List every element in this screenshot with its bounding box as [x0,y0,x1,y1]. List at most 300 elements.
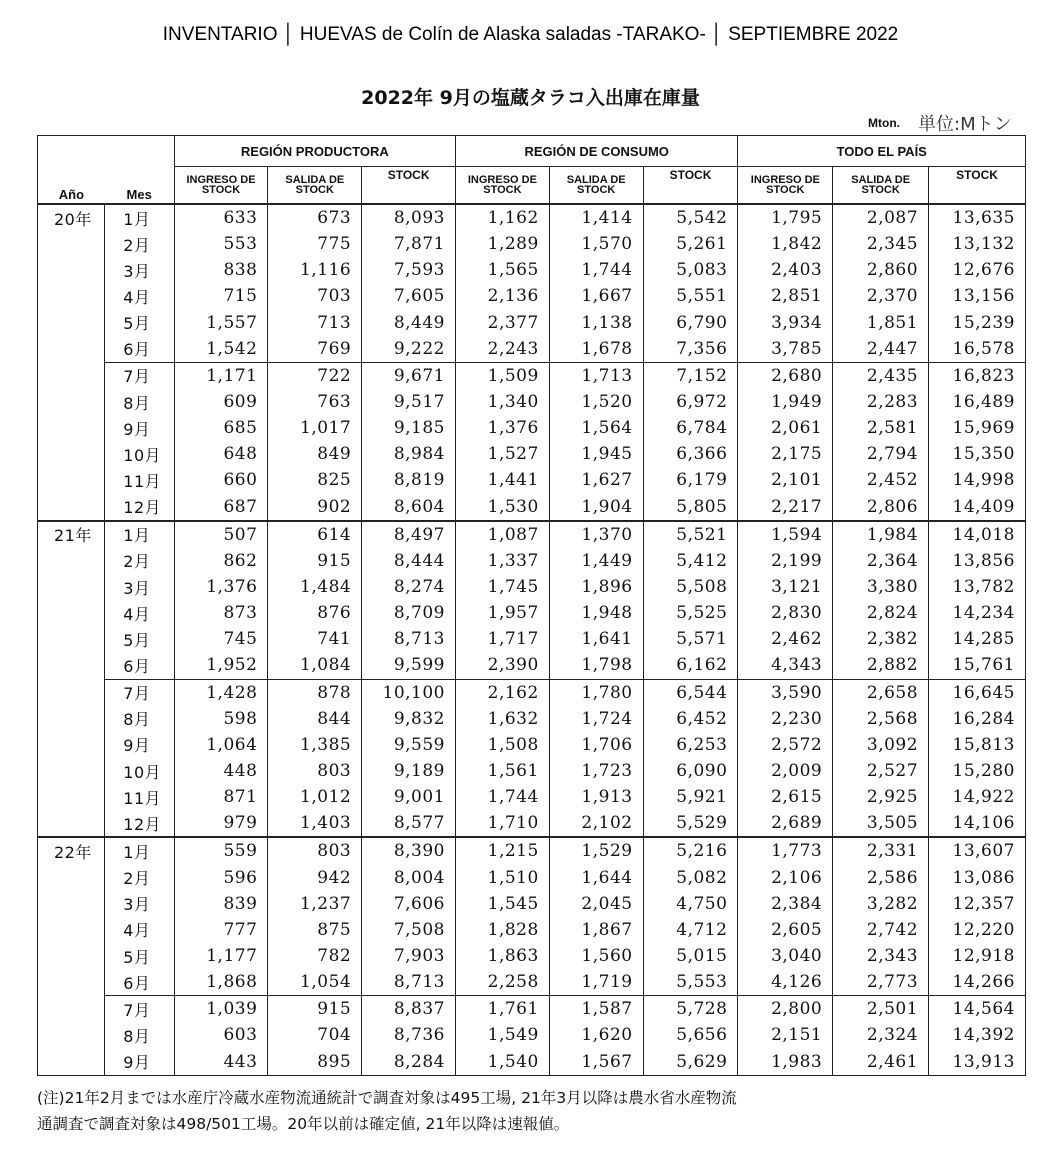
value-cell: 2,572 [738,732,833,758]
value-cell: 803 [268,837,362,864]
year-cell [38,231,105,257]
value-cell: 1,385 [268,732,362,758]
value-cell: 1,039 [174,996,268,1023]
table-row [38,969,1026,996]
table-row [38,865,1026,891]
value-cell: 5,525 [643,600,738,626]
value-cell: 1,177 [174,943,268,969]
table-row [38,467,1026,493]
value-cell: 715 [174,283,268,309]
col-header-stock: STOCK [643,167,738,205]
value-cell: 6,544 [643,679,738,706]
value-cell: 1,713 [549,362,643,389]
value-cell: 13,132 [929,231,1026,257]
value-cell: 14,922 [929,784,1026,810]
year-cell [38,626,105,652]
value-cell: 825 [268,467,362,493]
value-cell: 16,284 [929,706,1026,732]
value-cell: 7,605 [362,283,456,309]
value-cell: 3,040 [738,943,833,969]
col-header-in: INGRESO DE STOCK [456,167,550,205]
value-cell: 6,972 [643,389,738,415]
value-cell: 2,364 [833,548,929,574]
value-cell: 8,004 [362,865,456,891]
year-cell [38,336,105,363]
value-cell: 2,658 [833,679,929,706]
value-cell: 648 [174,441,268,467]
value-cell: 7,356 [643,336,738,363]
table-row [38,336,1026,363]
value-cell: 782 [268,943,362,969]
col-header-out: SALIDA DE STOCK [549,167,643,205]
value-cell: 3,934 [738,310,833,336]
value-cell: 15,761 [929,652,1026,679]
month-cell: 1月 [105,204,174,231]
month-cell: 9月 [105,415,174,441]
col-header-stock: STOCK [929,167,1026,205]
value-cell: 1,564 [549,415,643,441]
value-cell: 13,913 [929,1049,1026,1076]
value-cell: 902 [268,494,362,521]
value-cell: 603 [174,1022,268,1048]
value-cell: 2,925 [833,784,929,810]
month-cell: 6月 [105,336,174,363]
value-cell: 2,101 [738,467,833,493]
value-cell: 8,713 [362,969,456,996]
value-cell: 5,542 [643,204,738,231]
value-cell: 1,957 [456,600,550,626]
value-cell: 8,449 [362,310,456,336]
value-cell: 862 [174,548,268,574]
value-cell: 1,376 [456,415,550,441]
table-row [38,1049,1026,1076]
value-cell: 1,542 [174,336,268,363]
value-cell: 775 [268,231,362,257]
value-cell: 2,773 [833,969,929,996]
value-cell: 1,549 [456,1022,550,1048]
value-cell: 14,285 [929,626,1026,652]
footnote-line-2: 通調査で調査対象は498/501工場。20年以前は確定値, 21年以降は速報値。 [37,1115,570,1133]
value-cell: 4,343 [738,652,833,679]
month-cell: 6月 [105,652,174,679]
value-cell: 8,984 [362,441,456,467]
value-cell: 2,343 [833,943,929,969]
value-cell: 2,009 [738,758,833,784]
value-cell: 685 [174,415,268,441]
value-cell: 5,571 [643,626,738,652]
value-cell: 2,390 [456,652,550,679]
value-cell: 14,564 [929,996,1026,1023]
table-row [38,837,1026,864]
value-cell: 1,773 [738,837,833,864]
value-cell: 2,586 [833,865,929,891]
year-cell [38,917,105,943]
value-cell: 6,162 [643,652,738,679]
value-cell: 596 [174,865,268,891]
month-header: Mes [105,167,174,205]
value-cell: 1,710 [456,810,550,837]
table-row [38,732,1026,758]
value-cell: 6,253 [643,732,738,758]
value-cell: 1,545 [456,891,550,917]
year-cell [38,706,105,732]
value-cell: 2,331 [833,837,929,864]
value-cell: 1,913 [549,784,643,810]
value-cell: 2,106 [738,865,833,891]
value-cell: 8,604 [362,494,456,521]
value-cell: 1,723 [549,758,643,784]
value-cell: 5,529 [643,810,738,837]
value-cell: 12,918 [929,943,1026,969]
value-cell: 9,189 [362,758,456,784]
value-cell: 1,952 [174,652,268,679]
year-cell [38,652,105,679]
value-cell: 8,497 [362,521,456,548]
value-cell: 763 [268,389,362,415]
value-cell: 8,444 [362,548,456,574]
value-cell: 2,061 [738,415,833,441]
value-cell: 2,462 [738,626,833,652]
value-cell: 9,517 [362,389,456,415]
value-cell: 1,428 [174,679,268,706]
table-row [38,283,1026,309]
year-cell [38,865,105,891]
table-row [38,917,1026,943]
value-cell: 1,678 [549,336,643,363]
value-cell: 598 [174,706,268,732]
value-cell: 1,798 [549,652,643,679]
value-cell: 2,151 [738,1022,833,1048]
value-cell: 722 [268,362,362,389]
value-cell: 803 [268,758,362,784]
value-cell: 4,750 [643,891,738,917]
value-cell: 5,553 [643,969,738,996]
month-cell: 3月 [105,257,174,283]
value-cell: 5,551 [643,283,738,309]
value-cell: 12,357 [929,891,1026,917]
footnote [37,1085,1037,1137]
value-cell: 2,403 [738,257,833,283]
value-cell: 6,784 [643,415,738,441]
value-cell: 2,461 [833,1049,929,1076]
value-cell: 15,239 [929,310,1026,336]
year-cell [38,257,105,283]
value-cell: 1,520 [549,389,643,415]
value-cell: 2,136 [456,283,550,309]
year-cell: 21年 [38,521,105,548]
year-header: Año [38,167,105,205]
value-cell: 875 [268,917,362,943]
value-cell: 8,713 [362,626,456,652]
unit-label-jp: 単位:Mトン [918,114,1012,135]
value-cell: 1,667 [549,283,643,309]
value-cell: 713 [268,310,362,336]
value-cell: 633 [174,204,268,231]
value-cell: 5,629 [643,1049,738,1076]
month-cell: 6月 [105,969,174,996]
value-cell: 1,510 [456,865,550,891]
value-cell: 2,382 [833,626,929,652]
table-row [38,204,1026,231]
year-cell [38,679,105,706]
value-cell: 14,234 [929,600,1026,626]
footnote-line-1: (注)21年2月までは水産庁冷蔵水産物流通統計で調査対象は495工場, 21年3月以降は農水省水産物流 [37,1089,737,1107]
month-cell: 2月 [105,548,174,574]
value-cell: 2,851 [738,283,833,309]
table-row [38,389,1026,415]
value-cell: 1,945 [549,441,643,467]
value-cell: 2,162 [456,679,550,706]
value-cell: 878 [268,679,362,706]
table-row [38,891,1026,917]
year-cell [38,784,105,810]
value-cell: 1,560 [549,943,643,969]
value-cell: 14,266 [929,969,1026,996]
table-row [38,943,1026,969]
year-cell [38,310,105,336]
value-cell: 9,599 [362,652,456,679]
month-cell: 7月 [105,679,174,706]
value-cell: 5,805 [643,494,738,521]
value-cell: 9,671 [362,362,456,389]
value-cell: 3,380 [833,574,929,600]
value-cell: 2,527 [833,758,929,784]
month-cell: 5月 [105,310,174,336]
value-cell: 1,565 [456,257,550,283]
value-cell: 14,018 [929,521,1026,548]
month-cell: 3月 [105,891,174,917]
value-cell: 7,593 [362,257,456,283]
value-cell: 673 [268,204,362,231]
value-cell: 1,567 [549,1049,643,1076]
value-cell: 13,782 [929,574,1026,600]
value-cell: 2,882 [833,652,929,679]
value-cell: 1,745 [456,574,550,600]
value-cell: 942 [268,865,362,891]
value-cell: 2,680 [738,362,833,389]
value-cell: 2,860 [833,257,929,283]
table-row [38,415,1026,441]
value-cell: 1,370 [549,521,643,548]
value-cell: 2,217 [738,494,833,521]
value-cell: 1,540 [456,1049,550,1076]
value-cell: 1,138 [549,310,643,336]
value-cell: 1,706 [549,732,643,758]
year-cell [38,283,105,309]
value-cell: 6,452 [643,706,738,732]
value-cell: 2,806 [833,494,929,521]
value-cell: 1,632 [456,706,550,732]
value-cell: 1,449 [549,548,643,574]
value-cell: 777 [174,917,268,943]
report-title: INVENTARIO │ HUEVAS de Colín de Alaska saladas -TARAKO- │ SEPTIEMBRE 2022 [162,24,899,45]
value-cell: 5,083 [643,257,738,283]
value-cell: 8,819 [362,467,456,493]
year-cell [38,891,105,917]
value-cell: 1,376 [174,574,268,600]
year-cell [38,389,105,415]
value-cell: 1,561 [456,758,550,784]
month-cell: 8月 [105,1022,174,1048]
table-row [38,231,1026,257]
year-cell [38,969,105,996]
value-cell: 1,530 [456,494,550,521]
value-cell: 5,216 [643,837,738,864]
value-cell: 1,644 [549,865,643,891]
value-cell: 8,274 [362,574,456,600]
value-cell: 9,832 [362,706,456,732]
value-cell: 2,581 [833,415,929,441]
table-row [38,626,1026,652]
value-cell: 1,587 [549,996,643,1023]
value-cell: 16,489 [929,389,1026,415]
table-row [38,494,1026,521]
table-row [38,574,1026,600]
month-cell: 11月 [105,467,174,493]
year-cell [38,996,105,1023]
value-cell: 5,261 [643,231,738,257]
value-cell: 14,106 [929,810,1026,837]
month-cell: 8月 [105,706,174,732]
value-cell: 2,794 [833,441,929,467]
value-cell: 1,761 [456,996,550,1023]
col-header-stock: STOCK [362,167,456,205]
month-cell: 1月 [105,837,174,864]
value-cell: 839 [174,891,268,917]
value-cell: 5,082 [643,865,738,891]
value-cell: 8,093 [362,204,456,231]
unit-label-en: Mton. [868,116,900,130]
col-header-in: INGRESO DE STOCK [174,167,268,205]
value-cell: 6,790 [643,310,738,336]
value-cell: 5,728 [643,996,738,1023]
value-cell: 507 [174,521,268,548]
value-cell: 838 [174,257,268,283]
value-cell: 2,370 [833,283,929,309]
value-cell: 2,175 [738,441,833,467]
value-cell: 15,813 [929,732,1026,758]
value-cell: 1,867 [549,917,643,943]
inventory-table [37,135,1026,1076]
value-cell: 7,606 [362,891,456,917]
col-header-in: INGRESO DE STOCK [738,167,833,205]
value-cell: 2,742 [833,917,929,943]
value-cell: 13,856 [929,548,1026,574]
value-cell: 3,505 [833,810,929,837]
value-cell: 5,412 [643,548,738,574]
value-cell: 12,676 [929,257,1026,283]
value-cell: 9,559 [362,732,456,758]
value-cell: 4,712 [643,917,738,943]
value-cell: 609 [174,389,268,415]
value-cell: 915 [268,996,362,1023]
value-cell: 895 [268,1049,362,1076]
month-cell: 9月 [105,1049,174,1076]
value-cell: 1,570 [549,231,643,257]
value-cell: 9,001 [362,784,456,810]
table-row [38,784,1026,810]
value-cell: 559 [174,837,268,864]
value-cell: 871 [174,784,268,810]
month-cell: 3月 [105,574,174,600]
value-cell: 2,452 [833,467,929,493]
value-cell: 1,744 [456,784,550,810]
value-cell: 741 [268,626,362,652]
value-cell: 1,337 [456,548,550,574]
value-cell: 2,345 [833,231,929,257]
value-cell: 1,084 [268,652,362,679]
table-row [38,310,1026,336]
value-cell: 16,578 [929,336,1026,363]
value-cell: 2,087 [833,204,929,231]
table-row [38,521,1026,548]
value-cell: 553 [174,231,268,257]
year-cell [38,548,105,574]
value-cell: 13,086 [929,865,1026,891]
value-cell: 769 [268,336,362,363]
value-cell: 16,645 [929,679,1026,706]
value-cell: 1,868 [174,969,268,996]
value-cell: 16,823 [929,362,1026,389]
value-cell: 1,557 [174,310,268,336]
value-cell: 1,780 [549,679,643,706]
value-cell: 2,230 [738,706,833,732]
value-cell: 2,324 [833,1022,929,1048]
value-cell: 1,717 [456,626,550,652]
value-cell: 443 [174,1049,268,1076]
value-cell: 1,851 [833,310,929,336]
year-cell [38,467,105,493]
value-cell: 2,830 [738,600,833,626]
table-row [38,758,1026,784]
value-cell: 1,527 [456,441,550,467]
year-cell: 22年 [38,837,105,864]
value-cell: 13,607 [929,837,1026,864]
value-cell: 2,283 [833,389,929,415]
value-cell: 15,280 [929,758,1026,784]
value-cell: 2,605 [738,917,833,943]
value-cell: 1,949 [738,389,833,415]
value-cell: 9,185 [362,415,456,441]
value-cell: 1,509 [456,362,550,389]
value-cell: 687 [174,494,268,521]
value-cell: 1,641 [549,626,643,652]
value-cell: 1,012 [268,784,362,810]
month-cell: 10月 [105,441,174,467]
month-cell: 4月 [105,600,174,626]
value-cell: 2,615 [738,784,833,810]
year-cell [38,943,105,969]
value-cell: 1,403 [268,810,362,837]
value-cell: 5,656 [643,1022,738,1048]
value-cell: 2,800 [738,996,833,1023]
group-header-productora: REGIÓN PRODUCTORA [174,136,455,167]
year-cell [38,732,105,758]
value-cell: 2,199 [738,548,833,574]
value-cell: 2,102 [549,810,643,837]
value-cell: 2,377 [456,310,550,336]
value-cell: 1,162 [456,204,550,231]
value-cell: 2,689 [738,810,833,837]
table-row [38,257,1026,283]
year-cell [38,574,105,600]
value-cell: 2,258 [456,969,550,996]
month-cell: 2月 [105,231,174,257]
table-title-jp: 2022年 9月の塩蔵タラコ入出庫在庫量 [361,87,700,109]
group-header-consumo: REGIÓN DE CONSUMO [456,136,738,167]
value-cell: 915 [268,548,362,574]
value-cell: 1,414 [549,204,643,231]
